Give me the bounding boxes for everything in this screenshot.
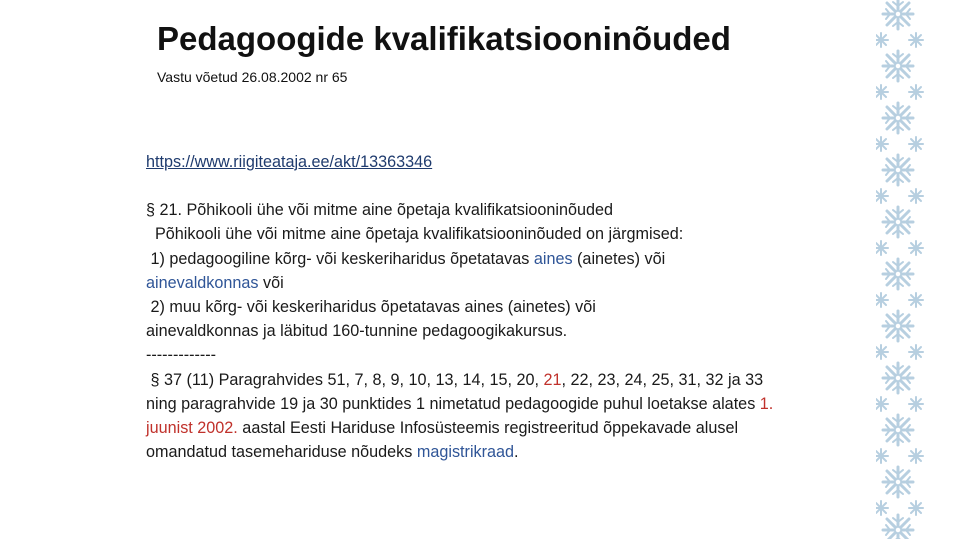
item-1-aines: aines — [533, 249, 573, 268]
section-37 — [146, 368, 786, 465]
section-21-intro — [146, 222, 786, 246]
separator: ------------- — [146, 346, 217, 365]
item-2-line-2: ainevaldkonnas ja läbitud 160-tunnine pedagoogikakursus. — [146, 322, 568, 341]
item-1-text-b: (ainetes) või — [572, 249, 666, 268]
source-link[interactable]: https://www.riigiteataja.ee/akt/13363346 — [146, 153, 433, 171]
snowflake-border-icon — [876, 0, 958, 539]
item-1-ainevaldkonnas: ainevaldkonnas — [146, 273, 259, 292]
section-37-magistrikraad: magistrikraad — [416, 443, 515, 462]
section-37-part-3: aastal Eesti Hariduse Infosüsteemis registreeritud õppekavade alusel omandatud tasemehariduse nõudeks — [146, 419, 739, 462]
document-body — [146, 150, 786, 464]
item-1-text-c: või — [258, 273, 284, 292]
section-21-item-1 — [146, 247, 786, 295]
section-21-intro-text: Põhikooli ühe või mitme aine õpetaja kvalifikatsiooninõuded on järgmised: — [155, 225, 684, 244]
section-37-end: . — [514, 443, 519, 462]
section-21-heading: § 21. Põhikooli ühe või mitme aine õpetaja kvalifikatsiooninõuded — [146, 201, 614, 220]
section-21-item-2 — [146, 295, 786, 343]
section-37-part-1: § 37 (11) Paragrahvides 51, 7, 8, 9, 10, 13, 14, 15, 20, — [150, 370, 544, 389]
section-37-number-21: 21 — [543, 370, 562, 389]
item-2-line-1: 2) muu kõrg- või keskeriharidus õpetatavas aines (ainetes) või — [150, 298, 596, 317]
item-1-text-a: 1) pedagoogiline kõrg- või keskeriharidus õpetatavas — [150, 249, 534, 268]
section-37-part-2: , 22, 23, 24, 25, 31, 32 ja 33 ning paragrahvide 19 ja 30 punktides 1 nimetatud pedagoogide puhul loetakse alates — [146, 370, 764, 413]
page-title: Pedagoogide kvalifikatsiooninõuded — [157, 20, 731, 57]
section-37-date: 1. juunist 2002. — [146, 394, 774, 438]
page-subtitle: Vastu võetud 26.08.2002 nr 65 — [157, 69, 348, 85]
